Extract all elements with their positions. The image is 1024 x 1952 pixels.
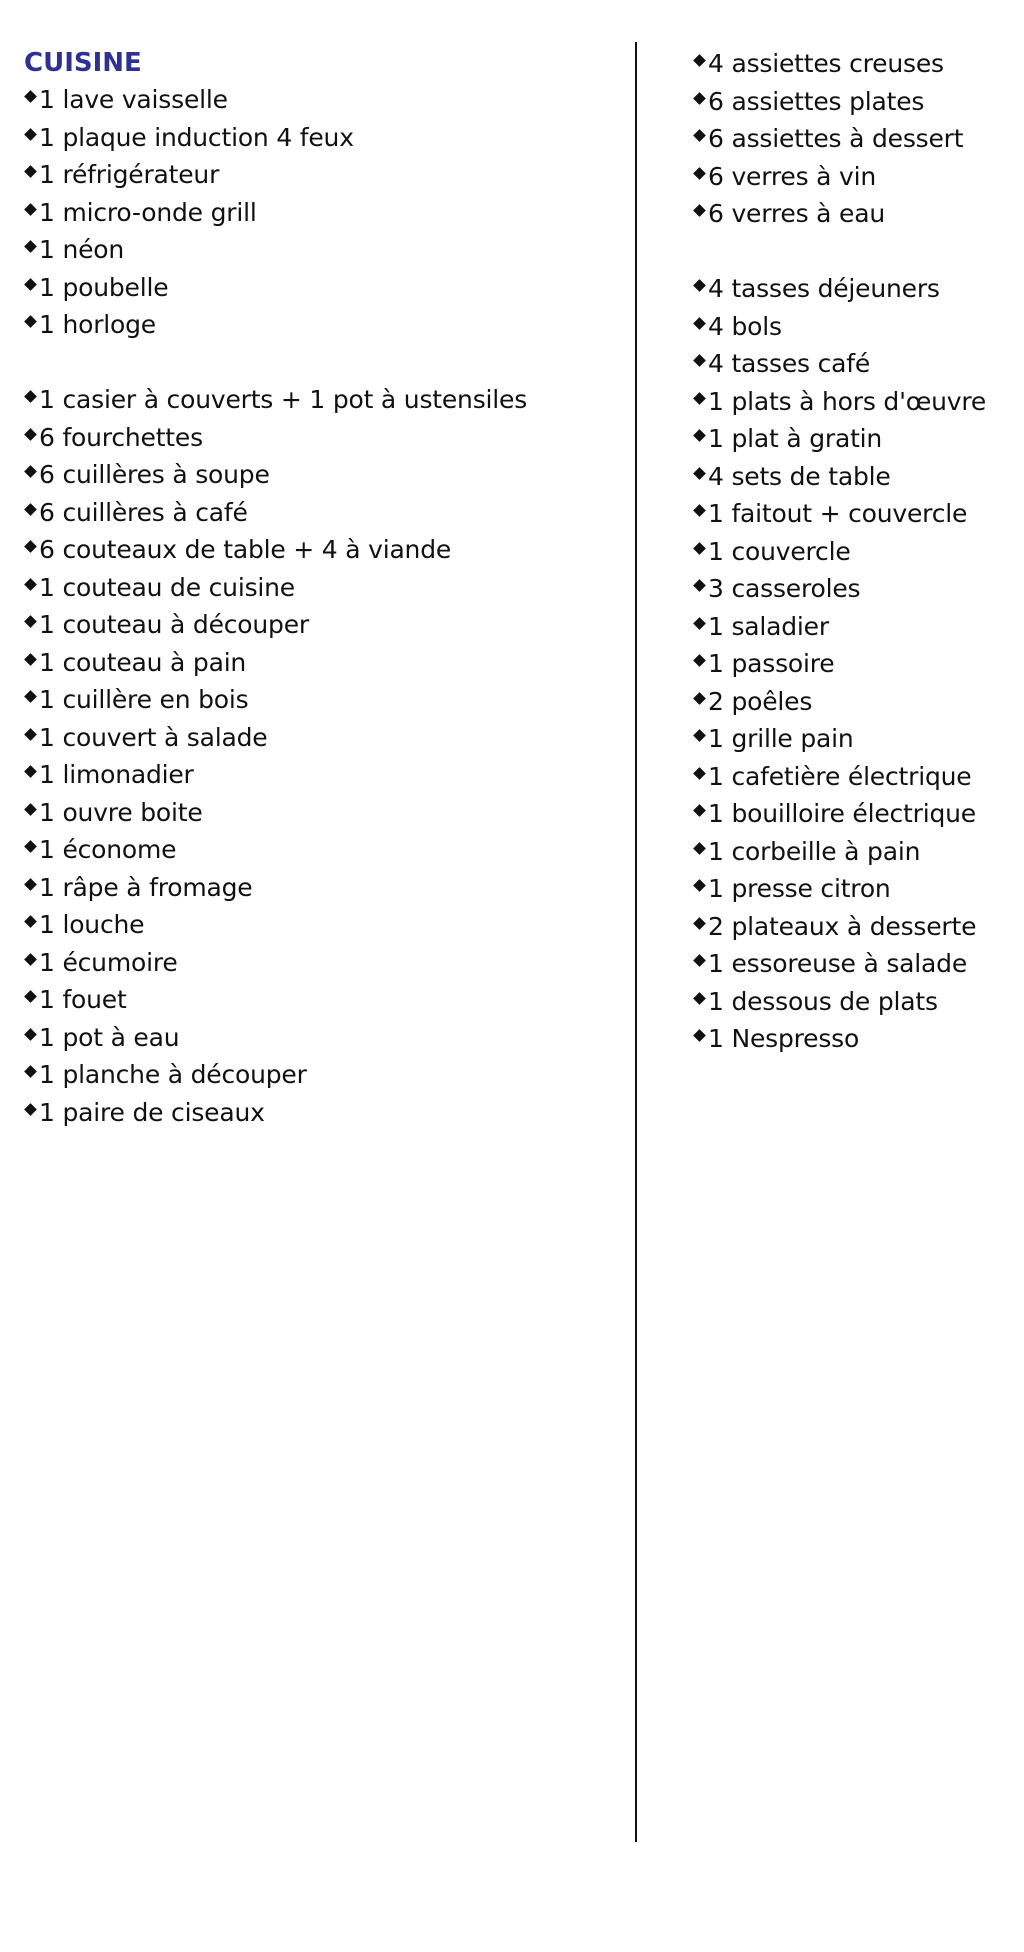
diamond-bullet-icon [693,767,706,780]
diamond-bullet-icon [693,917,706,930]
list-item [24,644,624,682]
list-item [24,194,624,232]
list-item-label: 1 paire de ciseaux [39,1097,265,1127]
list-item-label: 1 Nespresso [708,1024,860,1053]
list-item [693,570,1013,608]
list-item [693,983,1013,1021]
diamond-bullet-icon [24,1065,37,1078]
list-item [24,981,624,1019]
list-item [24,1094,624,1132]
left-column [24,45,624,1131]
list-item [24,906,624,944]
list-item-label: 1 grille pain [708,724,854,753]
diamond-bullet-icon [693,617,706,630]
list-item [24,794,624,832]
list-item [24,119,624,157]
diamond-bullet-icon [24,953,37,966]
list-item-label: 1 planche à découper [39,1060,307,1089]
diamond-bullet-icon [24,915,37,928]
list-item [24,869,624,907]
diamond-bullet-icon [24,203,37,216]
diamond-bullet-icon [24,653,37,666]
list-item-label: 1 plaque induction 4 feux [39,122,354,152]
diamond-bullet-icon [24,465,37,478]
diamond-bullet-icon [24,540,37,553]
list-item [24,456,624,494]
list-item [693,45,1013,83]
list-item [693,1020,1013,1058]
list-item [24,494,624,532]
list-item-label: 6 couteaux de table + 4 à viande [39,535,452,564]
diamond-bullet-icon [693,467,706,480]
list-item [24,419,624,457]
list-item-label: 1 économe [39,835,177,864]
list-item-label: 4 tasses déjeuners [708,274,940,303]
diamond-bullet-icon [24,615,37,628]
list-item [693,383,1013,421]
list-item-label: 2 plateaux à desserte [708,911,977,941]
list-item [24,81,624,119]
diamond-bullet-icon [693,654,706,667]
list-item [24,719,624,757]
diamond-bullet-icon [693,954,706,967]
diamond-bullet-icon [24,840,37,853]
list-item-label: 1 passoire [708,649,835,678]
list-item-label: 6 cuillères à café [39,497,248,527]
list-item-label: 1 lave vaisselle [39,85,228,114]
list-item-label: 3 casseroles [708,574,861,603]
list-item [24,756,624,794]
diamond-bullet-icon [24,390,37,403]
diamond-bullet-icon [693,1029,706,1042]
list-item [24,306,624,344]
list-item [693,870,1013,908]
list-item-label: 1 réfrigérateur [39,160,220,189]
diamond-bullet-icon [693,504,706,517]
list-item [24,1019,624,1057]
diamond-bullet-icon [24,278,37,291]
diamond-bullet-icon [693,804,706,817]
list-item-label: 1 faitout + couvercle [708,499,968,528]
diamond-bullet-icon [24,315,37,328]
list-item-label: 1 corbeille à pain [708,836,921,866]
list-item [24,381,624,419]
list-item [693,195,1013,233]
list-spacer [693,233,1013,271]
diamond-bullet-icon [693,542,706,555]
list-item [693,908,1013,946]
list-item-label: 1 bouilloire électrique [708,799,976,828]
diamond-bullet-icon [693,54,706,67]
diamond-bullet-icon [693,692,706,705]
right-group-cookware [693,270,1013,1058]
list-item [24,606,624,644]
diamond-bullet-icon [693,204,706,217]
list-item-label: 6 verres à eau [708,199,885,228]
list-item-label: 1 couteau de cuisine [39,572,295,602]
diamond-bullet-icon [24,990,37,1003]
list-item-label: 6 fourchettes [39,422,203,452]
diamond-bullet-icon [693,579,706,592]
list-item-label: 1 néon [39,235,125,264]
diamond-bullet-icon [693,317,706,330]
list-item-label: 1 couvert à salade [39,722,268,752]
list-item [693,833,1013,871]
diamond-bullet-icon [24,428,37,441]
list-item [693,758,1013,796]
list-item [24,944,624,982]
list-item [24,531,624,569]
diamond-bullet-icon [693,167,706,180]
list-item [693,720,1013,758]
list-item [24,269,624,307]
list-item [693,945,1013,983]
left-group-utensils [24,381,624,1131]
list-item [693,270,1013,308]
list-item-label: 1 plats à hors d'œuvre [708,386,987,416]
list-item-label: 4 sets de table [708,461,891,491]
list-item [693,645,1013,683]
list-item-label: 1 cuillère en bois [39,685,249,714]
list-item-label: 1 dessous de plats [708,986,938,1016]
diamond-bullet-icon [693,842,706,855]
list-item-label: 1 casier à couverts + 1 pot à ustensiles [39,385,528,414]
list-item-label: 6 verres à vin [708,161,877,191]
diamond-bullet-icon [24,1028,37,1041]
list-item [693,158,1013,196]
list-item-label: 1 pot à eau [39,1022,180,1052]
list-item [693,608,1013,646]
diamond-bullet-icon [24,728,37,741]
diamond-bullet-icon [24,240,37,253]
list-item [693,495,1013,533]
diamond-bullet-icon [24,1103,37,1116]
diamond-bullet-icon [693,279,706,292]
diamond-bullet-icon [693,392,706,405]
diamond-bullet-icon [693,429,706,442]
diamond-bullet-icon [693,992,706,1005]
diamond-bullet-icon [24,90,37,103]
list-item-label: 1 limonadier [39,760,194,789]
list-item-label: 4 bols [708,311,782,341]
list-item [693,795,1013,833]
diamond-bullet-icon [24,503,37,516]
diamond-bullet-icon [693,129,706,142]
list-item [693,458,1013,496]
list-item-label: 1 écumoire [39,947,178,977]
list-item [693,683,1013,721]
list-item-label: 1 horloge [39,310,156,339]
diamond-bullet-icon [24,765,37,778]
list-item-label: 1 couteau à pain [39,647,247,677]
diamond-bullet-icon [693,354,706,367]
list-item [693,83,1013,121]
list-item [24,681,624,719]
diamond-bullet-icon [24,878,37,891]
right-group-tableware [693,45,1013,233]
diamond-bullet-icon [693,879,706,892]
list-item-label: 2 poêles [708,686,813,716]
list-item [24,569,624,607]
list-item-label: 1 micro-onde grill [39,197,257,227]
list-item [693,533,1013,571]
list-item [693,308,1013,346]
diamond-bullet-icon [693,92,706,105]
list-item-label: 1 saladier [708,611,829,641]
list-item-label: 1 poubelle [39,272,169,302]
list-item [24,231,624,269]
right-column [693,45,1013,1058]
list-spacer [24,344,624,382]
list-item-label: 6 assiettes à dessert [708,124,964,153]
list-item [24,831,624,869]
list-item-label: 1 couvercle [708,536,851,566]
list-item-label: 1 couteau à découper [39,610,309,639]
diamond-bullet-icon [24,128,37,141]
list-item-label: 1 louche [39,910,145,939]
section-title: CUISINE [24,48,142,78]
diamond-bullet-icon [24,690,37,703]
list-item-label: 4 assiettes creuses [708,49,944,78]
column-divider [635,42,637,1842]
diamond-bullet-icon [693,729,706,742]
list-item [693,420,1013,458]
diamond-bullet-icon [24,803,37,816]
list-item [24,156,624,194]
list-item-label: 1 presse citron [708,874,891,903]
list-item-label: 6 cuillères à soupe [39,460,270,489]
list-item-label: 1 plat à gratin [708,424,883,453]
list-item [24,1056,624,1094]
list-item-label: 1 ouvre boite [39,797,203,827]
list-item-label: 1 râpe à fromage [39,872,253,902]
list-item-label: 1 essoreuse à salade [708,949,968,978]
list-item-label: 4 tasses café [708,349,871,378]
list-item-label: 1 cafetière électrique [708,761,972,791]
diamond-bullet-icon [24,578,37,591]
left-group-appliances [24,81,624,344]
diamond-bullet-icon [24,165,37,178]
list-item-label: 1 fouet [39,985,127,1014]
list-item-label: 6 assiettes plates [708,86,925,116]
list-item [693,120,1013,158]
list-item [693,345,1013,383]
